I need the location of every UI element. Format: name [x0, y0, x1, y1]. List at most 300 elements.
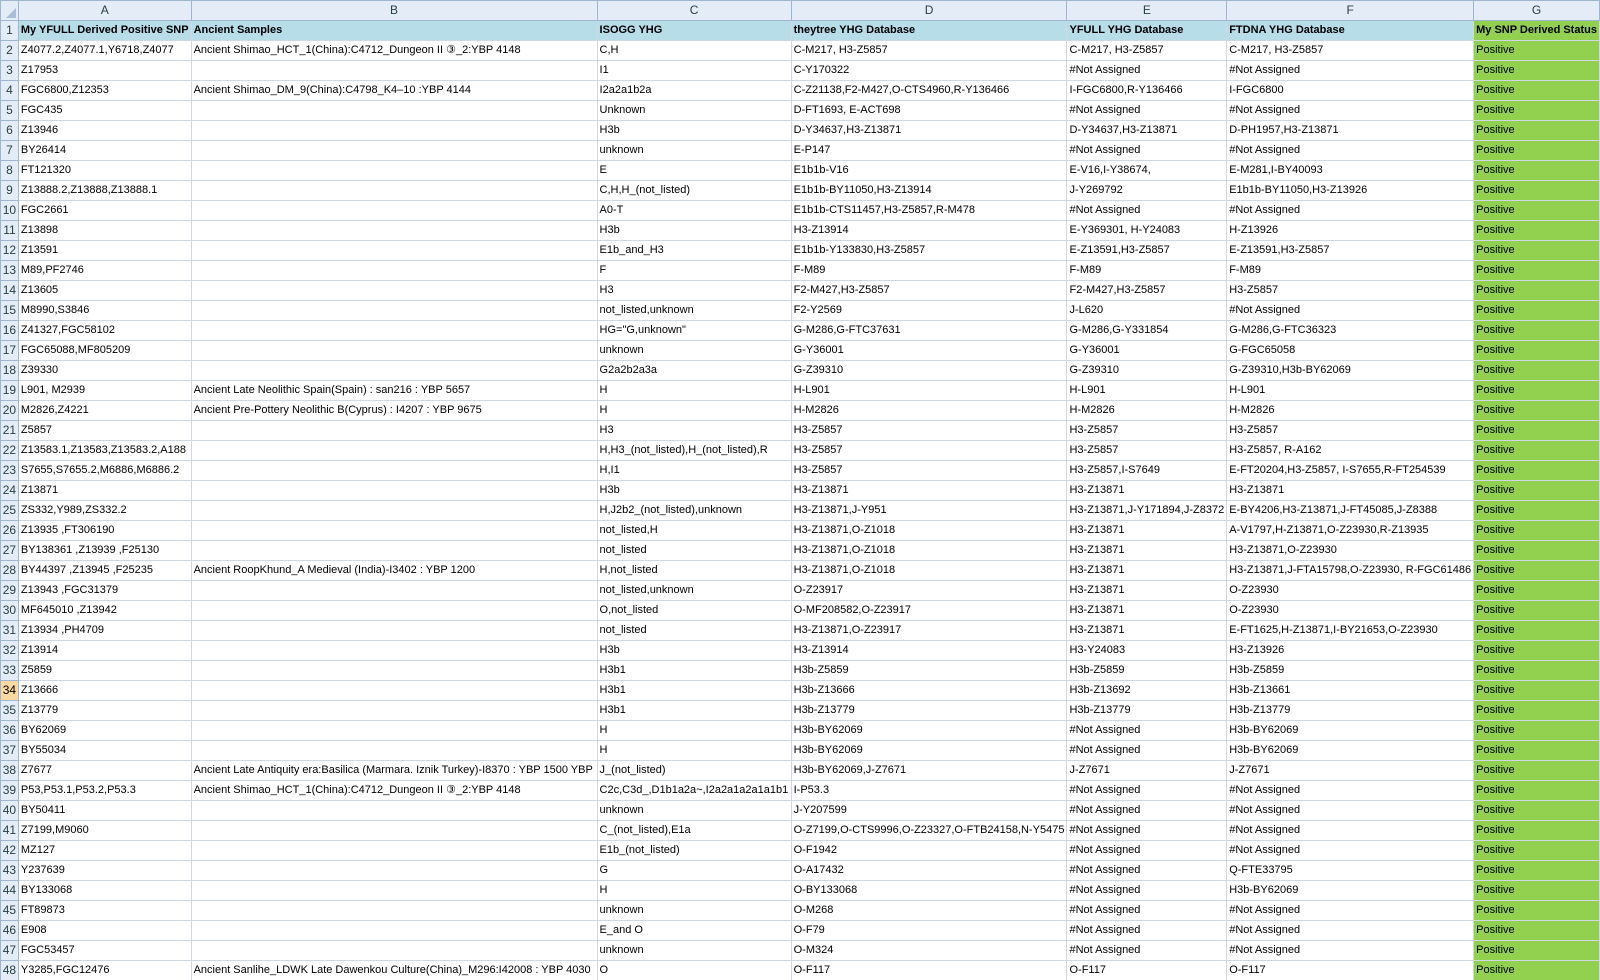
cell-g[interactable]: Positive: [1474, 101, 1600, 121]
cell-e[interactable]: H3-Z5857: [1067, 421, 1227, 441]
cell-g[interactable]: Positive: [1474, 121, 1600, 141]
cell-a[interactable]: S7655,S7655.2,M6886,M6886.2: [18, 461, 191, 481]
cell-e[interactable]: #Not Assigned: [1067, 801, 1227, 821]
cell-g[interactable]: Positive: [1474, 681, 1600, 701]
cell-b[interactable]: [191, 201, 597, 221]
row-header[interactable]: 26: [1, 521, 19, 541]
column-header-c[interactable]: C: [597, 1, 791, 21]
cell-b[interactable]: [191, 261, 597, 281]
cell-f[interactable]: Q-FTE33795: [1227, 861, 1474, 881]
cell-c[interactable]: H,I1: [597, 461, 791, 481]
row-header[interactable]: 41: [1, 821, 19, 841]
cell-e[interactable]: #Not Assigned: [1067, 101, 1227, 121]
cell-a[interactable]: Z13605: [18, 281, 191, 301]
cell-a[interactable]: Z7677: [18, 761, 191, 781]
cell-c[interactable]: J_(not_listed): [597, 761, 791, 781]
cell-g[interactable]: Positive: [1474, 601, 1600, 621]
cell-e[interactable]: F-M89: [1067, 261, 1227, 281]
cell-g[interactable]: Positive: [1474, 861, 1600, 881]
cell-c[interactable]: H: [597, 381, 791, 401]
cell-a[interactable]: Z17953: [18, 61, 191, 81]
cell-a[interactable]: BY26414: [18, 141, 191, 161]
row-header[interactable]: 1: [1, 21, 19, 41]
cell-a[interactable]: BY55034: [18, 741, 191, 761]
row-header[interactable]: 21: [1, 421, 19, 441]
row-header[interactable]: 11: [1, 221, 19, 241]
cell-a[interactable]: Z13666: [18, 681, 191, 701]
cell-f[interactable]: H3b-Z13779: [1227, 701, 1474, 721]
row-header[interactable]: 4: [1, 81, 19, 101]
cell-b[interactable]: [191, 101, 597, 121]
cell-d[interactable]: H3-Z13871: [791, 481, 1067, 501]
cell-a[interactable]: Z39330: [18, 361, 191, 381]
cell-b[interactable]: Ancient Sanlihe_LDWK Late Dawenkou Culture(China)_M296:I42008 : YBP 4030: [191, 961, 597, 980]
cell-c[interactable]: H: [597, 401, 791, 421]
cell-c[interactable]: H: [597, 881, 791, 901]
cell-a[interactable]: Z13779: [18, 701, 191, 721]
cell-f[interactable]: #Not Assigned: [1227, 821, 1474, 841]
cell-d[interactable]: G-Y36001: [791, 341, 1067, 361]
row-header[interactable]: 48: [1, 961, 19, 980]
cell-a[interactable]: MF645010 ,Z13942: [18, 601, 191, 621]
cell-f[interactable]: O-F117: [1227, 961, 1474, 980]
cell-c[interactable]: not_listed: [597, 621, 791, 641]
cell-e[interactable]: O-F117: [1067, 961, 1227, 980]
cell-c[interactable]: ISOGG YHG: [597, 21, 791, 41]
cell-d[interactable]: E1b1b-V16: [791, 161, 1067, 181]
cell-d[interactable]: H3-Z13914: [791, 641, 1067, 661]
cell-g[interactable]: Positive: [1474, 781, 1600, 801]
cell-g[interactable]: Positive: [1474, 221, 1600, 241]
cell-g[interactable]: Positive: [1474, 461, 1600, 481]
cell-c[interactable]: Unknown: [597, 101, 791, 121]
cell-d[interactable]: E-P147: [791, 141, 1067, 161]
row-header[interactable]: 15: [1, 301, 19, 321]
cell-e[interactable]: H3-Z5857,I-S7649: [1067, 461, 1227, 481]
cell-e[interactable]: #Not Assigned: [1067, 841, 1227, 861]
cell-b[interactable]: Ancient Late Antiquity era:Basilica (Marmara. Iznik Turkey)-I8370 : YBP 1500 YBP: [191, 761, 597, 781]
cell-g[interactable]: Positive: [1474, 201, 1600, 221]
cell-c[interactable]: C,H: [597, 41, 791, 61]
row-header[interactable]: 47: [1, 941, 19, 961]
cell-a[interactable]: My YFULL Derived Positive SNP: [18, 21, 191, 41]
cell-f[interactable]: I-FGC6800: [1227, 81, 1474, 101]
cell-e[interactable]: H3-Z13871: [1067, 541, 1227, 561]
cell-f[interactable]: H3b-BY62069: [1227, 741, 1474, 761]
row-header[interactable]: 18: [1, 361, 19, 381]
cell-d[interactable]: D-FT1693, E-ACT698: [791, 101, 1067, 121]
cell-e[interactable]: C-M217, H3-Z5857: [1067, 41, 1227, 61]
cell-a[interactable]: E908: [18, 921, 191, 941]
row-header[interactable]: 24: [1, 481, 19, 501]
cell-g[interactable]: Positive: [1474, 661, 1600, 681]
row-header[interactable]: 45: [1, 901, 19, 921]
cell-f[interactable]: H3-Z13871,O-Z23930: [1227, 541, 1474, 561]
cell-e[interactable]: #Not Assigned: [1067, 941, 1227, 961]
cell-g[interactable]: Positive: [1474, 361, 1600, 381]
cell-g[interactable]: Positive: [1474, 161, 1600, 181]
cell-c[interactable]: not_listed: [597, 541, 791, 561]
column-header-e[interactable]: E: [1067, 1, 1227, 21]
cell-d[interactable]: D-Y34637,H3-Z13871: [791, 121, 1067, 141]
row-header[interactable]: 30: [1, 601, 19, 621]
row-header[interactable]: 31: [1, 621, 19, 641]
cell-f[interactable]: H3-Z13871: [1227, 481, 1474, 501]
cell-e[interactable]: J-Z7671: [1067, 761, 1227, 781]
cell-f[interactable]: E1b1b-BY11050,H3-Z13926: [1227, 181, 1474, 201]
cell-a[interactable]: Z13898: [18, 221, 191, 241]
cell-d[interactable]: O-M324: [791, 941, 1067, 961]
cell-e[interactable]: H3-Z5857: [1067, 441, 1227, 461]
cell-e[interactable]: J-L620: [1067, 301, 1227, 321]
row-header[interactable]: 36: [1, 721, 19, 741]
cell-c[interactable]: H3b: [597, 641, 791, 661]
cell-a[interactable]: Z4077.2,Z4077.1,Y6718,Z4077: [18, 41, 191, 61]
row-header[interactable]: 10: [1, 201, 19, 221]
cell-c[interactable]: unknown: [597, 341, 791, 361]
cell-a[interactable]: MZ127: [18, 841, 191, 861]
cell-e[interactable]: #Not Assigned: [1067, 141, 1227, 161]
row-header[interactable]: 44: [1, 881, 19, 901]
cell-a[interactable]: M2826,Z4221: [18, 401, 191, 421]
cell-b[interactable]: [191, 701, 597, 721]
row-header[interactable]: 2: [1, 41, 19, 61]
cell-a[interactable]: L901, M2939: [18, 381, 191, 401]
cell-g[interactable]: Positive: [1474, 901, 1600, 921]
cell-c[interactable]: H,H3_(not_listed),H_(not_listed),R: [597, 441, 791, 461]
cell-a[interactable]: FGC65088,MF805209: [18, 341, 191, 361]
row-header[interactable]: 40: [1, 801, 19, 821]
cell-d[interactable]: G-M286,G-FTC37631: [791, 321, 1067, 341]
cell-c[interactable]: C2c,C3d_,D1b1a2a~,I2a2a1a2a1a1b1: [597, 781, 791, 801]
row-header[interactable]: 7: [1, 141, 19, 161]
cell-g[interactable]: Positive: [1474, 301, 1600, 321]
cell-a[interactable]: BY138361 ,Z13939 ,F25130: [18, 541, 191, 561]
cell-g[interactable]: Positive: [1474, 641, 1600, 661]
cell-a[interactable]: Z41327,FGC58102: [18, 321, 191, 341]
cell-c[interactable]: O: [597, 961, 791, 980]
cell-d[interactable]: O-MF208582,O-Z23917: [791, 601, 1067, 621]
cell-g[interactable]: Positive: [1474, 381, 1600, 401]
cell-e[interactable]: E-V16,I-Y38674,: [1067, 161, 1227, 181]
cell-a[interactable]: FT121320: [18, 161, 191, 181]
row-header[interactable]: 35: [1, 701, 19, 721]
cell-d[interactable]: H3-Z5857: [791, 421, 1067, 441]
row-header[interactable]: 27: [1, 541, 19, 561]
cell-g[interactable]: Positive: [1474, 281, 1600, 301]
cell-f[interactable]: #Not Assigned: [1227, 841, 1474, 861]
cell-f[interactable]: #Not Assigned: [1227, 941, 1474, 961]
cell-d[interactable]: E1b1b-BY11050,H3-Z13914: [791, 181, 1067, 201]
cell-e[interactable]: I-FGC6800,R-Y136466: [1067, 81, 1227, 101]
cell-b[interactable]: [191, 901, 597, 921]
cell-b[interactable]: [191, 321, 597, 341]
cell-f[interactable]: #Not Assigned: [1227, 301, 1474, 321]
cell-b[interactable]: [191, 61, 597, 81]
cell-f[interactable]: H3-Z5857, R-A162: [1227, 441, 1474, 461]
cell-e[interactable]: F2-M427,H3-Z5857: [1067, 281, 1227, 301]
cell-f[interactable]: #Not Assigned: [1227, 201, 1474, 221]
cell-a[interactable]: FGC2661: [18, 201, 191, 221]
cell-g[interactable]: Positive: [1474, 741, 1600, 761]
cell-c[interactable]: not_listed,H: [597, 521, 791, 541]
cell-a[interactable]: Z5857: [18, 421, 191, 441]
cell-f[interactable]: E-FT1625,H-Z13871,I-BY21653,O-Z23930: [1227, 621, 1474, 641]
cell-f[interactable]: G-FGC65058: [1227, 341, 1474, 361]
cell-b[interactable]: [191, 741, 597, 761]
cell-d[interactable]: O-BY133068: [791, 881, 1067, 901]
cell-g[interactable]: Positive: [1474, 81, 1600, 101]
cell-g[interactable]: Positive: [1474, 801, 1600, 821]
cell-g[interactable]: Positive: [1474, 341, 1600, 361]
cell-d[interactable]: J-Y207599: [791, 801, 1067, 821]
cell-f[interactable]: #Not Assigned: [1227, 921, 1474, 941]
cell-e[interactable]: H3-Z13871: [1067, 621, 1227, 641]
cell-a[interactable]: ZS332,Y989,ZS332.2: [18, 501, 191, 521]
cell-e[interactable]: G-M286,G-Y331854: [1067, 321, 1227, 341]
cell-d[interactable]: H-M2826: [791, 401, 1067, 421]
cell-g[interactable]: Positive: [1474, 261, 1600, 281]
cell-g[interactable]: Positive: [1474, 961, 1600, 980]
cell-b[interactable]: [191, 521, 597, 541]
cell-c[interactable]: H3: [597, 421, 791, 441]
cell-a[interactable]: M89,PF2746: [18, 261, 191, 281]
cell-f[interactable]: #Not Assigned: [1227, 141, 1474, 161]
cell-c[interactable]: F: [597, 261, 791, 281]
cell-d[interactable]: C-M217, H3-Z5857: [791, 41, 1067, 61]
cell-g[interactable]: Positive: [1474, 61, 1600, 81]
row-header[interactable]: 32: [1, 641, 19, 661]
cell-f[interactable]: H3-Z13926: [1227, 641, 1474, 661]
cell-c[interactable]: H3b1: [597, 661, 791, 681]
cell-f[interactable]: #Not Assigned: [1227, 901, 1474, 921]
cell-d[interactable]: theytree YHG Database: [791, 21, 1067, 41]
cell-b[interactable]: [191, 281, 597, 301]
cell-c[interactable]: E1b_(not_listed): [597, 841, 791, 861]
cell-f[interactable]: G-Z39310,H3b-BY62069: [1227, 361, 1474, 381]
cell-b[interactable]: [191, 881, 597, 901]
cell-g[interactable]: Positive: [1474, 141, 1600, 161]
cell-f[interactable]: H3b-BY62069: [1227, 881, 1474, 901]
cell-d[interactable]: H3b-Z13779: [791, 701, 1067, 721]
column-header-g[interactable]: G: [1474, 1, 1600, 21]
cell-f[interactable]: #Not Assigned: [1227, 101, 1474, 121]
cell-b[interactable]: Ancient Shimao_DM_9(China):C4798_K4–10 :YBP 4144: [191, 81, 597, 101]
cell-c[interactable]: G2a2b2a3a: [597, 361, 791, 381]
cell-b[interactable]: [191, 361, 597, 381]
cell-g[interactable]: Positive: [1474, 841, 1600, 861]
cell-b[interactable]: [191, 221, 597, 241]
cell-e[interactable]: H-M2826: [1067, 401, 1227, 421]
cell-g[interactable]: Positive: [1474, 821, 1600, 841]
cell-a[interactable]: Z13914: [18, 641, 191, 661]
row-header[interactable]: 43: [1, 861, 19, 881]
cell-f[interactable]: H3b-BY62069: [1227, 721, 1474, 741]
cell-a[interactable]: Z13946: [18, 121, 191, 141]
row-header[interactable]: 13: [1, 261, 19, 281]
cell-c[interactable]: not_listed,unknown: [597, 581, 791, 601]
cell-e[interactable]: D-Y34637,H3-Z13871: [1067, 121, 1227, 141]
cell-a[interactable]: FGC53457: [18, 941, 191, 961]
cell-c[interactable]: I2a2a1b2a: [597, 81, 791, 101]
cell-b[interactable]: [191, 121, 597, 141]
cell-c[interactable]: H3: [597, 281, 791, 301]
cell-b[interactable]: Ancient Shimao_HCT_1(China):C4712_Dungeon II ③_2:YBP 4148: [191, 41, 597, 61]
cell-a[interactable]: BY133068: [18, 881, 191, 901]
cell-c[interactable]: E1b_and_H3: [597, 241, 791, 261]
cell-a[interactable]: Z13583.1,Z13583,Z13583.2,A188: [18, 441, 191, 461]
cell-e[interactable]: E-Y369301, H-Y24083: [1067, 221, 1227, 241]
cell-e[interactable]: YFULL YHG Database: [1067, 21, 1227, 41]
cell-a[interactable]: Y3285,FGC12476: [18, 961, 191, 980]
cell-c[interactable]: unknown: [597, 141, 791, 161]
cell-c[interactable]: not_listed,unknown: [597, 301, 791, 321]
cell-d[interactable]: H3-Z13871,O-Z1018: [791, 521, 1067, 541]
cell-d[interactable]: H3-Z5857: [791, 461, 1067, 481]
cell-e[interactable]: #Not Assigned: [1067, 721, 1227, 741]
cell-a[interactable]: M8990,S3846: [18, 301, 191, 321]
cell-f[interactable]: H-M2826: [1227, 401, 1474, 421]
cell-g[interactable]: Positive: [1474, 701, 1600, 721]
cell-d[interactable]: H3-Z13871,O-Z23917: [791, 621, 1067, 641]
cell-c[interactable]: H: [597, 741, 791, 761]
cell-e[interactable]: H3-Z13871: [1067, 601, 1227, 621]
cell-e[interactable]: #Not Assigned: [1067, 741, 1227, 761]
cell-a[interactable]: Z7199,M9060: [18, 821, 191, 841]
cell-c[interactable]: E: [597, 161, 791, 181]
cell-a[interactable]: Y237639: [18, 861, 191, 881]
cell-f[interactable]: #Not Assigned: [1227, 781, 1474, 801]
cell-a[interactable]: BY50411: [18, 801, 191, 821]
cell-b[interactable]: [191, 421, 597, 441]
cell-b[interactable]: [191, 181, 597, 201]
cell-a[interactable]: BY62069: [18, 721, 191, 741]
cell-f[interactable]: J-Z7671: [1227, 761, 1474, 781]
cell-c[interactable]: H: [597, 721, 791, 741]
cell-f[interactable]: O-Z23930: [1227, 581, 1474, 601]
row-header[interactable]: 22: [1, 441, 19, 461]
cell-a[interactable]: Z13935 ,FT306190: [18, 521, 191, 541]
select-all-corner[interactable]: [1, 1, 19, 21]
cell-b[interactable]: [191, 721, 597, 741]
column-header-b[interactable]: B: [191, 1, 597, 21]
cell-f[interactable]: #Not Assigned: [1227, 801, 1474, 821]
cell-b[interactable]: [191, 441, 597, 461]
cell-e[interactable]: H3b-Z13692: [1067, 681, 1227, 701]
cell-d[interactable]: H3-Z13871,O-Z1018: [791, 561, 1067, 581]
cell-g[interactable]: Positive: [1474, 41, 1600, 61]
cell-d[interactable]: H3b-BY62069: [791, 741, 1067, 761]
cell-b[interactable]: [191, 501, 597, 521]
cell-f[interactable]: E-BY4206,H3-Z13871,J-FT45085,J-Z8388: [1227, 501, 1474, 521]
cell-d[interactable]: H3-Z13871,O-Z1018: [791, 541, 1067, 561]
cell-a[interactable]: P53,P53.1,P53.2,P53.3: [18, 781, 191, 801]
cell-e[interactable]: #Not Assigned: [1067, 921, 1227, 941]
cell-g[interactable]: Positive: [1474, 421, 1600, 441]
cell-b[interactable]: [191, 861, 597, 881]
row-header[interactable]: 20: [1, 401, 19, 421]
row-header[interactable]: 14: [1, 281, 19, 301]
cell-g[interactable]: Positive: [1474, 941, 1600, 961]
cell-c[interactable]: HG="G,unknown": [597, 321, 791, 341]
cell-d[interactable]: E1b1b-CTS11457,H3-Z5857,R-M478: [791, 201, 1067, 221]
cell-g[interactable]: Positive: [1474, 241, 1600, 261]
row-header[interactable]: 19: [1, 381, 19, 401]
column-header-d[interactable]: D: [791, 1, 1067, 21]
cell-b[interactable]: [191, 141, 597, 161]
cell-b[interactable]: Ancient Pre-Pottery Neolithic B(Cyprus) : I4207 : YBP 9675: [191, 401, 597, 421]
cell-a[interactable]: Z13871: [18, 481, 191, 501]
cell-d[interactable]: H-L901: [791, 381, 1067, 401]
cell-f[interactable]: H3b-Z5859: [1227, 661, 1474, 681]
cell-b[interactable]: [191, 341, 597, 361]
row-header[interactable]: 6: [1, 121, 19, 141]
cell-b[interactable]: [191, 821, 597, 841]
cell-g[interactable]: Positive: [1474, 721, 1600, 741]
cell-a[interactable]: Z13934 ,PH4709: [18, 621, 191, 641]
row-header[interactable]: 17: [1, 341, 19, 361]
row-header[interactable]: 9: [1, 181, 19, 201]
cell-e[interactable]: H-L901: [1067, 381, 1227, 401]
cell-c[interactable]: C,H,H_(not_listed): [597, 181, 791, 201]
cell-g[interactable]: Positive: [1474, 921, 1600, 941]
cell-g[interactable]: Positive: [1474, 581, 1600, 601]
cell-c[interactable]: unknown: [597, 901, 791, 921]
cell-b[interactable]: Ancient Late Neolithic Spain(Spain) : san216 : YBP 5657: [191, 381, 597, 401]
cell-d[interactable]: O-Z7199,O-CTS9996,O-Z23327,O-FTB24158,N-Y5475: [791, 821, 1067, 841]
cell-c[interactable]: A0-T: [597, 201, 791, 221]
cell-g[interactable]: Positive: [1474, 521, 1600, 541]
cell-b[interactable]: [191, 801, 597, 821]
cell-a[interactable]: FGC435: [18, 101, 191, 121]
cell-c[interactable]: H3b1: [597, 681, 791, 701]
cell-d[interactable]: H3-Z5857: [791, 441, 1067, 461]
cell-c[interactable]: H,not_listed: [597, 561, 791, 581]
cell-b[interactable]: [191, 841, 597, 861]
cell-d[interactable]: O-F117: [791, 961, 1067, 980]
cell-e[interactable]: H3-Z13871: [1067, 581, 1227, 601]
cell-c[interactable]: H3b: [597, 221, 791, 241]
row-header[interactable]: 37: [1, 741, 19, 761]
cell-f[interactable]: E-Z13591,H3-Z5857: [1227, 241, 1474, 261]
cell-e[interactable]: H3b-Z13779: [1067, 701, 1227, 721]
cell-e[interactable]: H3-Z13871: [1067, 481, 1227, 501]
cell-a[interactable]: Z5859: [18, 661, 191, 681]
cell-b[interactable]: [191, 941, 597, 961]
cell-d[interactable]: H3-Z13914: [791, 221, 1067, 241]
cell-a[interactable]: FT89873: [18, 901, 191, 921]
cell-g[interactable]: Positive: [1474, 541, 1600, 561]
row-header[interactable]: 39: [1, 781, 19, 801]
cell-d[interactable]: O-F1942: [791, 841, 1067, 861]
cell-f[interactable]: O-Z23930: [1227, 601, 1474, 621]
cell-d[interactable]: O-M268: [791, 901, 1067, 921]
cell-c[interactable]: I1: [597, 61, 791, 81]
cell-f[interactable]: #Not Assigned: [1227, 61, 1474, 81]
cell-e[interactable]: #Not Assigned: [1067, 901, 1227, 921]
cell-f[interactable]: C-M217, H3-Z5857: [1227, 41, 1474, 61]
cell-d[interactable]: H3b-Z5859: [791, 661, 1067, 681]
cell-f[interactable]: H-L901: [1227, 381, 1474, 401]
cell-b[interactable]: Ancient RoopKhund_A Medieval (India)-I3402 : YBP 1200: [191, 561, 597, 581]
row-header[interactable]: 8: [1, 161, 19, 181]
cell-g[interactable]: Positive: [1474, 441, 1600, 461]
cell-d[interactable]: O-Z23917: [791, 581, 1067, 601]
cell-f[interactable]: H3b-Z13661: [1227, 681, 1474, 701]
cell-g[interactable]: My SNP Derived Status: [1474, 21, 1600, 41]
row-header[interactable]: 25: [1, 501, 19, 521]
cell-b[interactable]: [191, 581, 597, 601]
